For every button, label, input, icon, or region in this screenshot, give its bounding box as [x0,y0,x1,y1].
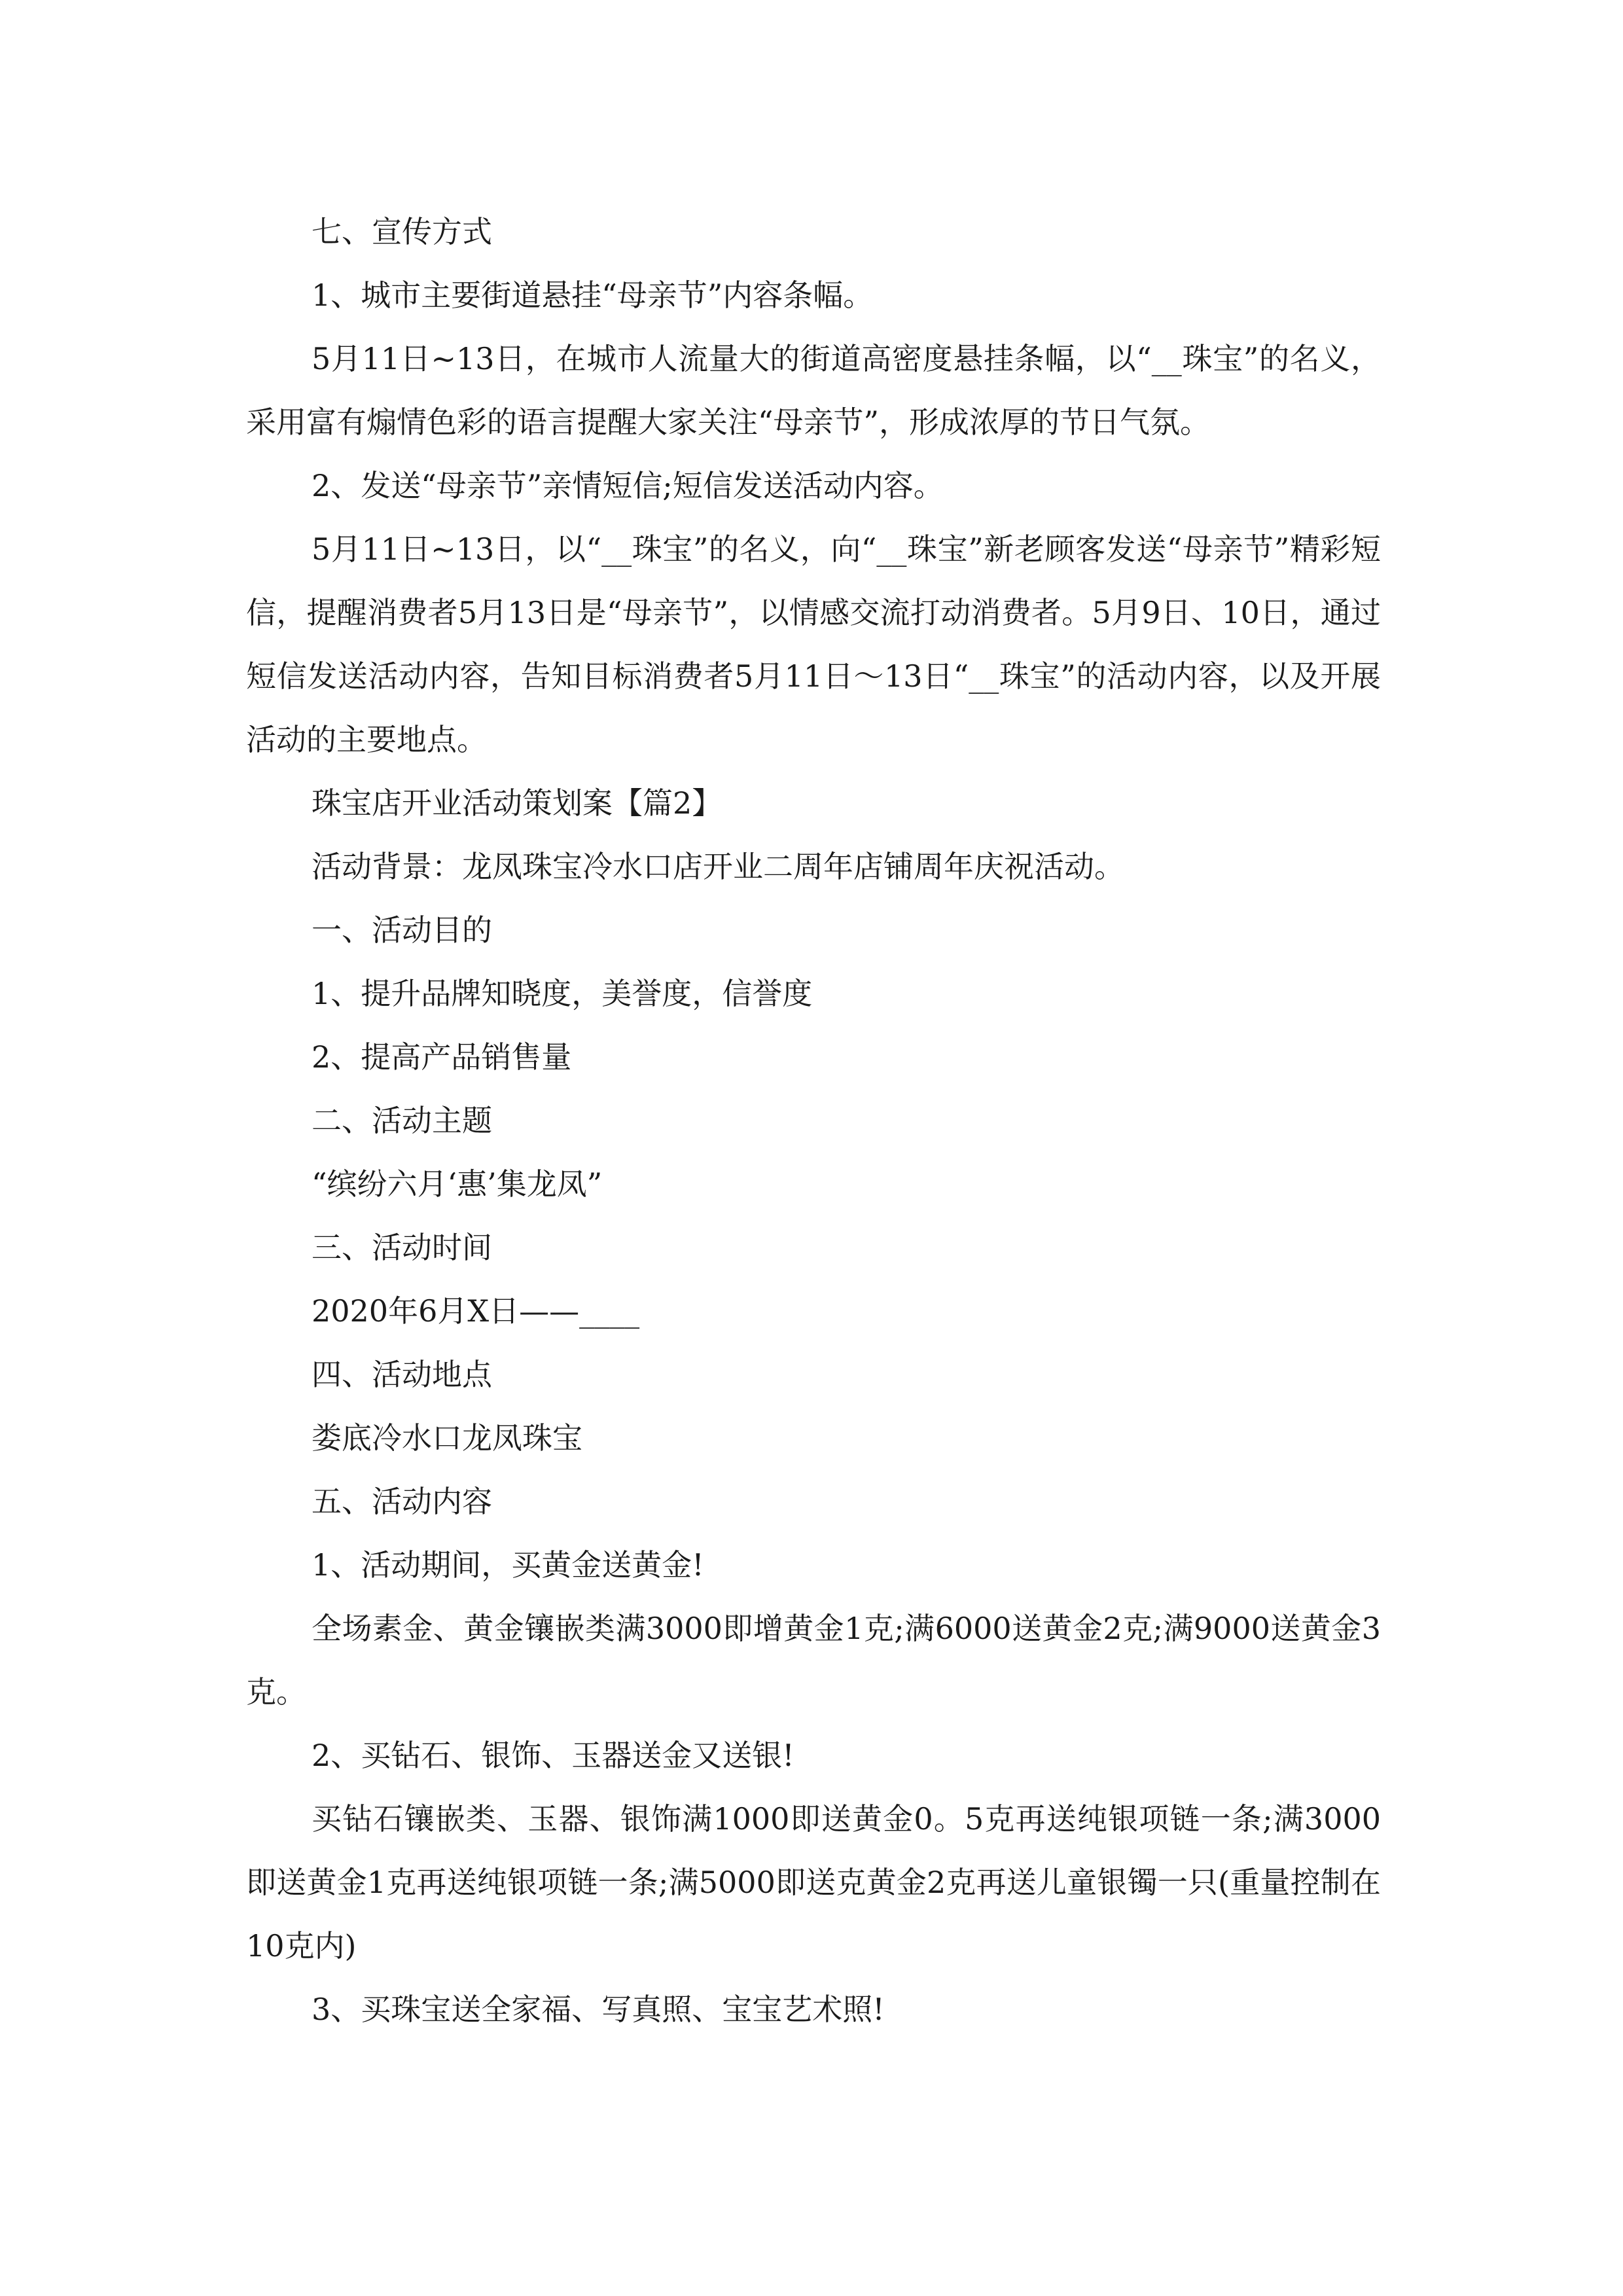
section-heading-theme: 二、活动主题 [312,1103,492,1138]
paragraph-gold-details: 全场素金、黄金镶嵌类满3000即增黄金1克;满6000送黄金2克;满9000送黄金3克。 [246,1611,1381,1710]
paragraph-sms-details: 5月11日~13日，以“__珠宝”的名义，向“__珠宝”新老顾客发送“母亲节”精彩短信，提醒消费者5月13日是“母亲节”，以情感交流打动消费者。5月9日、10日，通过短信发送活动内容，告知目标消费者5月11日～13日“__珠宝”的活动内容，以及开展活动的主要地点。 [246,531,1381,757]
section-heading-location: 四、活动地点 [312,1357,492,1392]
publicity-item-sms: 2、发送“母亲节”亲情短信;短信发送活动内容。 [312,468,944,503]
paragraph-activity-background: 活动背景：龙凤珠宝冷水口店开业二周年店铺周年庆祝活动。 [312,849,1124,884]
article-title-part-2: 珠宝店开业活动策划案【篇2】 [312,785,722,821]
section-heading-publicity: 七、宣传方式 [312,214,492,249]
goal-item-sales: 2、提高产品销售量 [312,1039,572,1075]
document-body [246,200,1381,2041]
content-item-gold: 1、活动期间，买黄金送黄金! [312,1547,704,1583]
section-heading-content: 五、活动内容 [312,1484,492,1519]
paragraph-location: 娄底冷水口龙凤珠宝 [312,1420,582,1456]
section-heading-goals: 一、活动目的 [312,912,492,948]
content-item-diamond: 2、买钻石、银饰、玉器送金又送银! [312,1738,794,1773]
paragraph-theme: “缤纷六月‘惠’集龙凤” [312,1166,603,1202]
paragraph-banner-details: 5月11日~13日，在城市人流量大的街道高密度悬挂条幅，以“__珠宝”的名义，采用富有煽情色彩的语言提醒大家关注“母亲节”，形成浓厚的节日气氛。 [246,341,1381,440]
publicity-item-banners: 1、城市主要街道悬挂“母亲节”内容条幅。 [312,278,874,313]
paragraph-time: 2020年6月X日——____ [312,1293,640,1329]
content-item-photos: 3、买珠宝送全家福、写真照、宝宝艺术照! [312,1992,885,2027]
paragraph-diamond-details: 买钻石镶嵌类、玉器、银饰满1000即送黄金0。5克再送纯银项链一条;满3000即送黄金1克再送纯银项链一条;满5000即送克黄金2克再送儿童银镯一只(重量控制在10克内) [246,1801,1381,1964]
section-heading-time: 三、活动时间 [312,1230,492,1265]
goal-item-brand: 1、提升品牌知晓度，美誉度，信誉度 [312,976,813,1011]
